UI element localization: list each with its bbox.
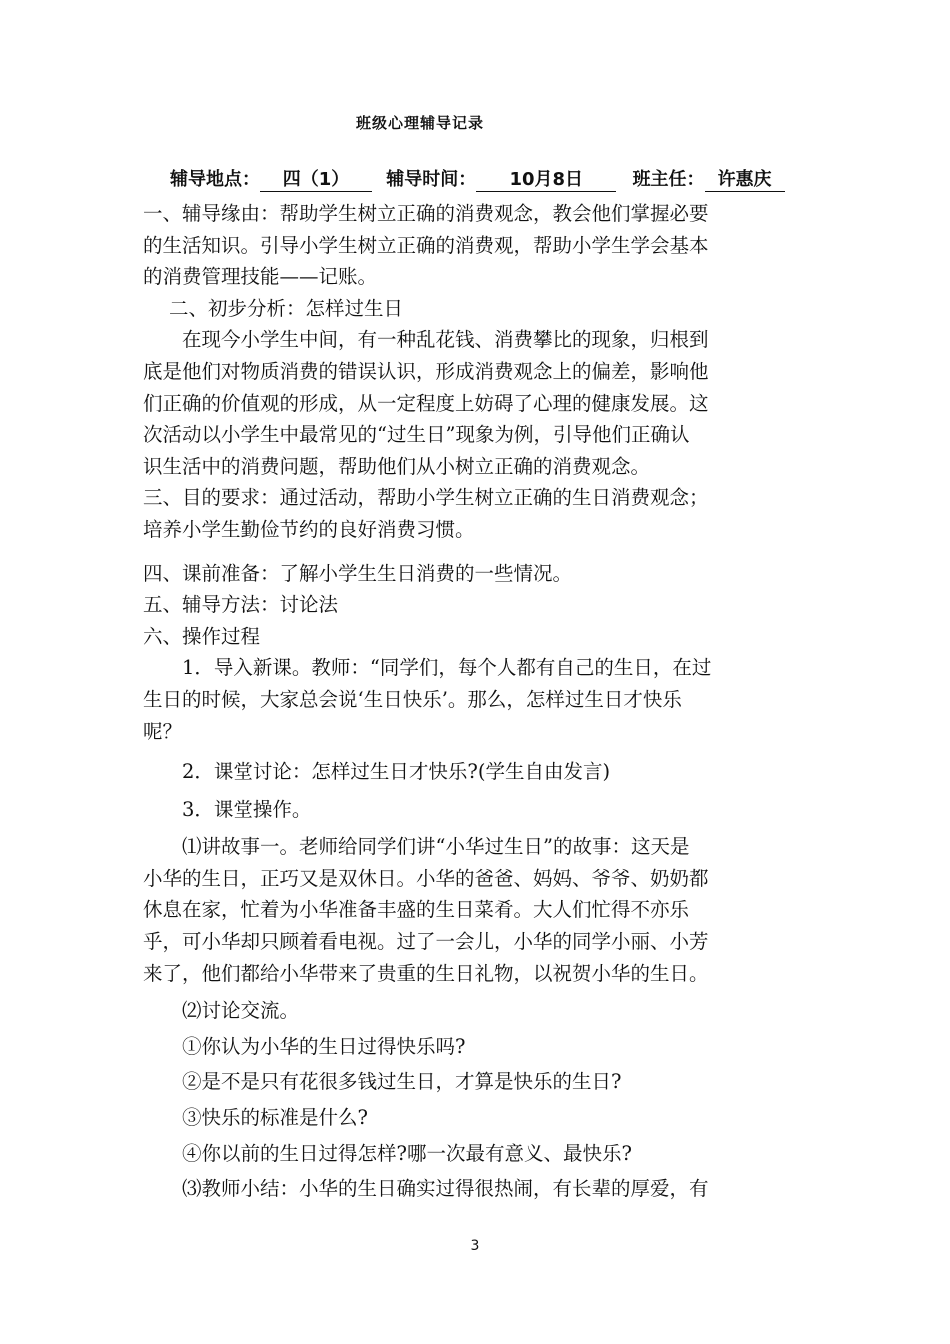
paragraph-line: 们正确的价值观的形成，从一定程度上妨碍了心理的健康发展。这 (143, 391, 709, 415)
story-line: 小华的生日，正巧又是双休日。小华的爸爸、妈妈、爷爷、奶奶都 (143, 866, 709, 890)
paragraph-line: 三、目的要求：通过活动，帮助小学生树立正确的生日消费观念； (143, 486, 709, 510)
step-line: 生日的时候，大家总会说‘生日快乐’。那么，怎样过生日才快乐 (143, 687, 682, 711)
document-body (143, 198, 803, 1205)
section-heading: 六、操作过程 (143, 624, 261, 648)
place-value: 四（1） (260, 169, 372, 192)
story-line: 休息在家，忙着为小华准备丰盛的生日菜肴。大人们忙得不亦乐 (143, 898, 690, 922)
section-heading: 四、课前准备：了解小学生生日消费的一些情况。 (143, 561, 573, 585)
paragraph-line: 在现今小学生中间，有一种乱花钱、消费攀比的现象，归根到 (182, 328, 709, 352)
section-heading: 五、辅导方法：讨论法 (143, 593, 339, 617)
discuss-heading: ⑵讨论交流。 (182, 999, 300, 1023)
paragraph-line: 底是他们对物质消费的错误认识，形成消费观念上的偏差，影响他 (143, 359, 709, 383)
spacer (143, 546, 803, 558)
paragraph-line: 的生活知识。引导小学生树立正确的消费观，帮助小学生学会基本 (143, 233, 709, 257)
story-line: 来了，他们都给小华带来了贵重的生日礼物，以祝贺小华的生日。 (143, 961, 709, 985)
story-line: ⑴讲故事一。老师给同学们讲“小华过生日”的故事：这天是 (182, 835, 690, 859)
step-line: 1．导入新课。教师：“同学们，每个人都有自己的生日，在过 (182, 656, 712, 680)
question-item: ④你以前的生日过得怎样?哪一次最有意义、最快乐? (182, 1141, 632, 1165)
time-value: 10月8日 (476, 169, 616, 192)
story-line: 乎，可小华却只顾着看电视。过了一会儿，小华的同学小丽、小芳 (143, 930, 709, 954)
document-title: 班级心理辅导记录 (355, 114, 484, 132)
step-line: 3．课堂操作。 (182, 797, 312, 821)
summary-line: ⑶教师小结：小华的生日确实过得很热闹，有长辈的厚爱，有 (182, 1177, 709, 1201)
teacher-value: 许惠庆 (705, 169, 785, 192)
question-item: ①你认为小华的生日过得快乐吗? (182, 1034, 466, 1058)
question-item: ③快乐的标准是什么? (182, 1106, 368, 1130)
page-number: 3 (470, 1238, 480, 1254)
info-line (170, 165, 785, 192)
step-line: 2．课堂讨论：怎样过生日才快乐?(学生自由发言) (182, 760, 611, 784)
paragraph-line: 识生活中的消费问题，帮助他们从小树立正确的消费观念。 (143, 454, 651, 478)
paragraph-line: 培养小学生勤俭节约的良好消费习惯。 (143, 517, 475, 541)
paragraph-line: 次活动以小学生中最常见的“过生日”现象为例，引导他们正确认 (143, 423, 690, 447)
paragraph-line: 的消费管理技能——记账。 (143, 265, 378, 289)
place-label: 辅导地点： (170, 169, 260, 190)
time-label: 辅导时间： (386, 169, 477, 190)
question-item: ②是不是只有花很多钱过生日，才算是快乐的生日? (182, 1070, 622, 1094)
section-heading: 二、初步分析：怎样过生日 (169, 296, 404, 320)
teacher-label: 班主任： (632, 169, 705, 190)
step-line: 呢？ (143, 719, 183, 743)
paragraph-line: 一、辅导缘由：帮助学生树立正确的消费观念，教会他们掌握必要 (143, 202, 709, 225)
